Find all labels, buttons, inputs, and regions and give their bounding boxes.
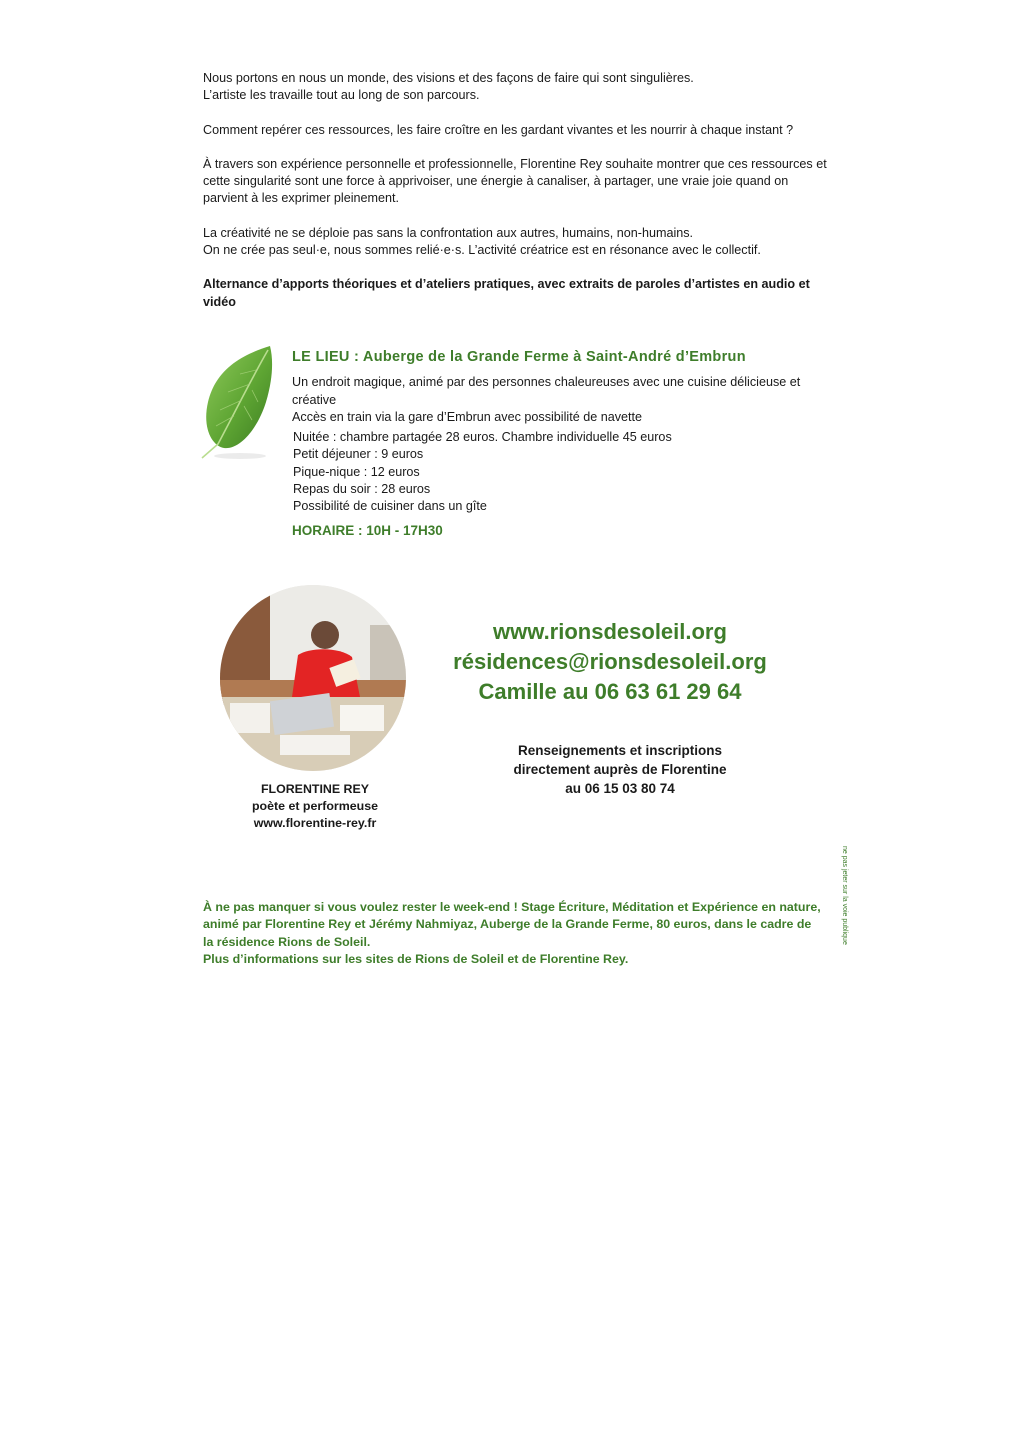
renseignements [480, 741, 760, 798]
price-item: Nuitée : chambre partagée 28 euros. Chambre individuelle 45 euros [293, 430, 672, 445]
artist-caption [230, 781, 400, 832]
intro-paragraph-2: Comment repérer ces ressources, les faire croître en les gardant vivantes et les nourrir à chaque instant ? [203, 122, 794, 137]
renseignements-line2: directement auprès de Florentine [513, 762, 727, 777]
lieu-acces: Accès en train via la gare d’Embrun avec possibilité de navette [292, 409, 643, 424]
artist-role: poète et performeuse [251, 799, 378, 813]
price-item: Pique-nique : 12 euros [293, 464, 420, 479]
intro-paragraph-3: À travers son expérience personnelle et professionnelle, Florentine Rey souhaite montrer que ces ressources et cette singularité sont une force à apprivoiser, une énergie à canaliser, à partager, une vraie joie quand on parvient à les exprimer pleinement. [203, 156, 827, 206]
intro-paragraph-1 [203, 70, 828, 105]
artist-website[interactable]: www.florentine-rey.fr [253, 816, 377, 830]
renseignements-line1: Renseignements et inscriptions [517, 743, 723, 758]
footer-section [203, 899, 823, 968]
lieu-title: LE LIEU : Auberge de la Grande Ferme à Saint-André d’Embrun [292, 349, 746, 365]
intro-p4-line1: La créativité ne se déploie pas sans la confrontation aux autres, humains, non-humains. [203, 225, 694, 240]
email-link[interactable]: résidences@rionsdesoleil.org [453, 649, 767, 674]
intro-p1-line2: L’artiste les travaille tout au long de son parcours. [203, 88, 480, 103]
price-item: Possibilité de cuisiner dans un gîte [293, 499, 487, 514]
horaire: HORAIRE : 10H - 17H30 [292, 522, 443, 538]
artist-photo [220, 585, 406, 771]
intro-p4-line2: On ne crée pas seul·e, nous sommes relié·e·s. L’activité créatrice est en résonance avec le collectif. [203, 243, 761, 258]
lieu-section [292, 349, 832, 539]
intro-section [203, 70, 828, 328]
leaf-icon [196, 344, 278, 462]
price-item: Repas du soir : 28 euros [293, 482, 431, 497]
footer-paragraph-1: À ne pas manquer si vous voulez rester le week-end ! Stage Écriture, Méditation et Expérience en nature, animé par Florentine Rey et Jérémy Nahmiyaz, Auberge de la Grande Ferme, 80 euros, dans le cadre de la résidence Rions de Soleil. [203, 900, 821, 949]
lieu-description: Un endroit magique, animé par des personnes chaleureuses avec une cuisine délicieuse et créative [292, 375, 801, 407]
footer-paragraph-2: Plus d’informations sur les sites de Rions de Soleil et de Florentine Rey. [203, 951, 629, 966]
price-item: Petit déjeuner : 9 euros [293, 447, 424, 462]
intro-paragraph-4 [203, 225, 828, 260]
renseignements-line3: au 06 15 03 80 74 [565, 781, 675, 796]
intro-p1-line1: Nous portons en nous un monde, des visions et des façons de faire qui sont singulières. [203, 71, 694, 85]
contacts [430, 617, 790, 707]
phone-contact: Camille au 06 63 61 29 64 [478, 679, 742, 704]
intro-paragraph-5: Alternance d’apports théoriques et d’ateliers pratiques, avec extraits de paroles d’artistes en audio et vidéo [203, 277, 810, 309]
website-link[interactable]: www.rionsdesoleil.org [493, 619, 727, 644]
vertical-note: ne pas jeter sur la voie publique [841, 846, 848, 945]
artist-name: FLORENTINE REY [260, 782, 370, 796]
price-list [293, 429, 832, 515]
